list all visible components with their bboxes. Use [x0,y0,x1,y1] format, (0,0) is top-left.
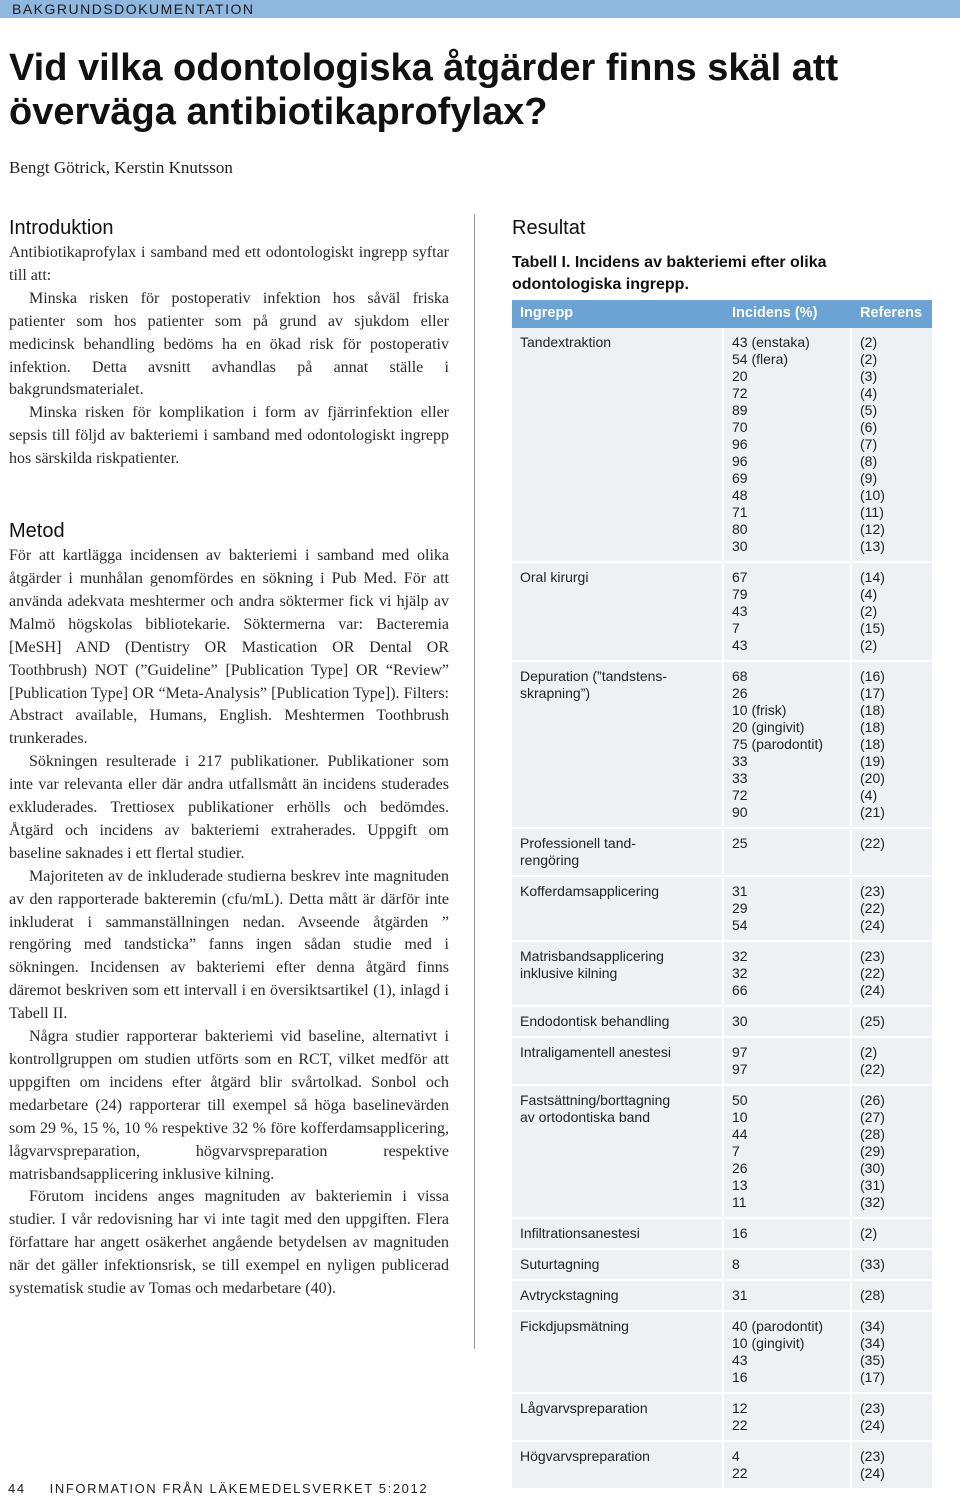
cell-line: 16 [732,1225,748,1241]
referens-cell [852,1442,932,1490]
cell-line: 67 [732,569,748,585]
incidens-cell [724,942,852,1007]
cell-line: inklusive kilning [520,965,618,981]
referens-cell [852,1038,932,1086]
ingrepp-cell [512,1312,724,1394]
cell-line: Tandextraktion [520,334,612,350]
cell-line: 75 (parodontit) [732,736,824,752]
table-row [512,1281,932,1312]
cell-line: 97 [732,1061,748,1077]
cell-line: (22) [860,835,885,851]
right-column [512,214,932,1490]
cell-line: 25 [732,835,748,851]
metod-paragraph: För att kartlägga incidensen av bakteriemi i samband med olika åtgärder i munhålan genomfördes en sökning i Pub Med. För att använda adekvata meshtermer och andra söktermer fick vi hjälp av Malmö högskolas bibliotekarie. Söktermerna var: Bacteremia [MeSH] AND (Dentistry OR Mastication OR Dental OR Toothbrush) NOT (”Guideline” [Publication Type] OR “Review” [Publication Type] OR “Meta-Analysis” [Publication Type]). Filters: Abstract available, Humans, English. Meshtermen Toothbrush trunkerades. [9,547,449,748]
cell-line: 31 [732,883,748,899]
cell-line: (17) [860,1369,885,1385]
cell-line: (18) [860,736,885,752]
ingrepp-cell [512,1038,724,1086]
cell-line: (23) [860,1448,885,1464]
cell-line: (33) [860,1256,885,1272]
incidens-cell [724,662,852,829]
cell-line: 31 [732,1287,748,1303]
cell-line: skrapning”) [520,685,591,701]
left-column [9,214,449,1301]
table-row [512,1312,932,1394]
cell-line: av ortodontiska band [520,1109,650,1125]
title-line-1: Vid vilka odontologiska åtgärder finns skäl att [9,47,839,89]
footer-source: INFORMATION FRÅN LÄKEMEDELSVERKET 5:2012 [49,1481,429,1496]
table-row [512,1250,932,1281]
incidens-cell [724,1086,852,1219]
cell-line: 16 [732,1369,748,1385]
metod-heading: Metod [9,520,65,543]
cell-line: 32 [732,965,748,981]
cell-line: (20) [860,770,885,786]
cell-line: 10 (gingivit) [732,1335,805,1351]
cell-line: 72 [732,385,748,401]
cell-line: Matrisbandsapplicering [520,948,664,964]
intro-heading: Introduktion [9,217,114,239]
cell-line: 32 [732,948,748,964]
section-kicker: BAKGRUNDSDOKUMENTATION [12,1,255,17]
cell-line: 33 [732,770,748,786]
cell-line: 44 [732,1126,748,1142]
cell-line: Intraligamentell anestesi [520,1044,671,1060]
cell-line: 7 [732,620,740,636]
cell-line: (24) [860,982,885,998]
intro-paragraph: Minska risken för postoperativ infektion hos såväl friska patienter som hos patienter som på grund av sjukdom eller medicinsk behandling bedöms ha en ökad risk för postoperativ infektion. Detta avsnitt avhandlas på annat ställe i bakgrundsmaterialet. [9,289,449,399]
cell-line: (2) [860,1044,878,1060]
referens-cell [852,328,932,563]
table-caption [512,252,932,296]
cell-line: 22 [732,1465,748,1481]
cell-line: (24) [860,1465,885,1481]
cell-line: Infiltrationsanestesi [520,1225,640,1241]
cell-line: 69 [732,470,748,486]
referens-cell [852,942,932,1007]
cell-line: 8 [732,1256,740,1272]
ingrepp-cell [512,1281,724,1312]
title-line-2: överväga antibiotikaprofylax? [9,91,548,133]
cell-line: (15) [860,620,885,636]
metod-paragraph: Några studier rapporterar bakteriemi vid baseline, alternativt i kontrollgruppen om studien utförts som en RCT, vilket medför att uppgiften om incidens efter åtgärd blir svårtolkad. Sonbol och medarbetare (24) rapporterar till exempel så höga baselinevärden som 29 %, 15 %, 10 % respektive 32 % före kofferdamsapplicering, lågvarvspreparation, högvarvspreparation respektive matrisbandsapplicering inklusive kilning. [9,1028,449,1183]
cell-line: 50 [732,1092,748,1108]
metod-paragraph: Förutom incidens anges magnituden av bakteriemin i vissa studier. I vår redovisning har vi inte tagit med den uppgiften. Flera författare har angett osäkerhet angående betydelsen av magnituden när det gäller infektionsrisk, se till exempel en nyligen publicerad systematisk studie av Tomas och medarbetare (40). [9,1188,449,1298]
table-row [512,328,932,563]
cell-line: (22) [860,965,885,981]
ingrepp-cell [512,1250,724,1281]
cell-line: Professionell tand- [520,835,636,851]
cell-line: (2) [860,351,878,367]
referens-cell [852,1007,932,1038]
incidens-cell [724,328,852,563]
cell-line: 48 [732,487,748,503]
table-row [512,877,932,942]
cell-line: (22) [860,900,885,916]
cell-line: 33 [732,753,748,769]
metod-paragraph: Sökningen resulterade i 217 publikationer. Publikationer som inte var relevanta eller där andra utfallsmått än incidens studerades exkluderades. Trettiosex publikationer erhölls och bedömdes. Åtgärd och incidens av bakteriemi extraherades. Uppgift om baseline saknades i ett flertal studier. [9,753,449,862]
cell-line: (34) [860,1318,885,1334]
cell-line: 43 [732,1352,748,1368]
cell-line: 66 [732,982,748,998]
incidens-cell [724,1442,852,1490]
cell-line: (4) [860,385,878,401]
intro-paragraph: Antibiotikaprofylax i samband med ett odontologiskt ingrepp syftar till att: [9,244,449,284]
cell-line: (25) [860,1013,885,1029]
cell-line: Endodontisk behandling [520,1013,670,1029]
cell-line: 10 (frisk) [732,702,787,718]
cell-line: 43 [732,603,748,619]
incidens-cell [724,829,852,877]
cell-line: (12) [860,521,885,537]
cell-line: 54 (flera) [732,351,789,367]
cell-line: 43 (enstaka) [732,334,810,350]
incidence-table [512,300,932,1490]
table-row [512,1394,932,1442]
cell-line: (4) [860,787,878,803]
cell-line: (2) [860,1225,878,1241]
table-body [512,328,932,1490]
cell-line: 4 [732,1448,740,1464]
cell-line: 11 [732,1194,747,1210]
ingrepp-cell [512,563,724,662]
cell-line: Oral kirurgi [520,569,589,585]
cell-line: (2) [860,603,878,619]
ingrepp-cell [512,942,724,1007]
cell-line: 20 (gingivit) [732,719,805,735]
cell-line: (13) [860,538,885,554]
cell-line: 22 [732,1417,748,1433]
cell-line: 30 [732,538,748,554]
cell-line: (14) [860,569,885,585]
cell-line: (9) [860,470,878,486]
cell-line: 10 [732,1109,748,1125]
cell-line: 30 [732,1013,748,1029]
ingrepp-cell [512,1219,724,1250]
incidens-cell [724,1007,852,1038]
ingrepp-cell [512,1007,724,1038]
cell-line: (24) [860,1417,885,1433]
cell-line: 96 [732,453,748,469]
table-row [512,1086,932,1219]
cell-line: (21) [860,804,885,820]
cell-line: (28) [860,1287,885,1303]
cell-line: Fickdjupsmätning [520,1318,629,1334]
cell-line: (23) [860,1400,885,1416]
cell-line: 13 [732,1177,748,1193]
cell-line: (2) [860,334,878,350]
cell-line: (30) [860,1160,885,1176]
cell-line: Depuration (”tandstens- [520,668,668,684]
ingrepp-cell [512,1086,724,1219]
referens-cell [852,1250,932,1281]
cell-line: (23) [860,948,885,964]
referens-cell [852,1086,932,1219]
cell-line: (11) [860,504,884,520]
cell-line: (2) [860,637,878,653]
cell-line: 26 [732,1160,748,1176]
column-divider [474,214,475,1349]
cell-line: (29) [860,1143,885,1159]
metod-paragraph: Majoriteten av de inkluderade studierna beskrev inte magnituden av den rapporterade bakteremin (cfu/mL). Detta mått är därför inte inkluderat i sammanställningen nedan. Avseende åtgärden ” rengöring med tandsticka” fanns ingen sådan studie med i sökningen. Incidensen av bakteriemi efter denna åtgärd finns däremot beskriven som ett intervall i en översiktsartikel (1), inlagd i Tabell II. [9,867,449,1023]
cell-line: Suturtagning [520,1256,600,1272]
authors: Bengt Götrick, Kerstin Knutsson [9,158,233,177]
incidens-cell [724,563,852,662]
cell-line: (8) [860,453,878,469]
referens-cell [852,1312,932,1394]
cell-line: (23) [860,883,885,899]
table-header-row [512,300,932,328]
cell-line: (5) [860,402,878,418]
column-header-incidens: Incidens (%) [724,300,852,328]
referens-cell [852,877,932,942]
ingrepp-cell [512,662,724,829]
table-caption-line-1: Tabell I. Incidens av bakteriemi efter olika [512,254,827,271]
cell-line: (34) [860,1335,885,1351]
cell-line: (6) [860,419,878,435]
cell-line: Lågvarvspreparation [520,1400,648,1416]
cell-line: 72 [732,787,748,803]
cell-line: (27) [860,1109,885,1125]
cell-line: (7) [860,436,878,452]
intro-paragraph: Minska risken för komplikation i form av fjärrinfektion eller sepsis till följd av bakteriemi i samband med odontologiskt ingrepp hos särskilda riskpatienter. [9,404,449,468]
incidens-cell [724,1250,852,1281]
table-row [512,662,932,829]
cell-line: 12 [732,1400,748,1416]
cell-line: Kofferdamsapplicering [520,883,660,899]
referens-cell [852,829,932,877]
cell-line: (10) [860,487,885,503]
table-row [512,563,932,662]
cell-line: 29 [732,900,748,916]
cell-line: (22) [860,1061,885,1077]
table-row [512,1219,932,1250]
cell-line: rengöring [520,852,580,868]
cell-line: 54 [732,917,748,933]
cell-line: (16) [860,668,885,684]
incidens-cell [724,1394,852,1442]
resultat-heading: Resultat [512,217,586,239]
incidens-cell [724,877,852,942]
table-row [512,1038,932,1086]
cell-line: 43 [732,637,748,653]
cell-line: 96 [732,436,748,452]
cell-line: (31) [860,1177,885,1193]
cell-line: (18) [860,702,885,718]
incidens-cell [724,1038,852,1086]
cell-line: (26) [860,1092,885,1108]
cell-line: 79 [732,586,748,602]
cell-line: 80 [732,521,748,537]
ingrepp-cell [512,1442,724,1490]
incidens-cell [724,1281,852,1312]
table-row [512,1007,932,1038]
cell-line: 97 [732,1044,748,1060]
cell-line: (17) [860,685,885,701]
cell-line: Fastsättning/borttagning [520,1092,671,1108]
page-title [9,46,909,134]
cell-line: (24) [860,917,885,933]
referens-cell [852,1281,932,1312]
cell-line: (32) [860,1194,885,1210]
ingrepp-cell [512,1394,724,1442]
referens-cell [852,1219,932,1250]
cell-line: (18) [860,719,885,735]
ingrepp-cell [512,877,724,942]
referens-cell [852,563,932,662]
column-header-ingrepp: Ingrepp [512,300,724,328]
table-row [512,829,932,877]
table-caption-line-2: odontologiska ingrepp. [512,276,689,293]
cell-line: 7 [732,1143,740,1159]
cell-line: 20 [732,368,748,384]
cell-line: (35) [860,1352,885,1368]
referens-cell [852,1394,932,1442]
cell-line: 89 [732,402,748,418]
page-number: 44 [8,1481,26,1496]
cell-line: 70 [732,419,748,435]
page-footer [8,1481,428,1496]
cell-line: 26 [732,685,748,701]
cell-line: 40 (parodontit) [732,1318,824,1334]
column-header-referens: Referens [852,300,932,328]
cell-line: (4) [860,586,878,602]
cell-line: (19) [860,753,885,769]
incidens-cell [724,1219,852,1250]
cell-line: Avtryckstagning [520,1287,619,1303]
ingrepp-cell [512,829,724,877]
ingrepp-cell [512,328,724,563]
cell-line: 90 [732,804,748,820]
table-row [512,942,932,1007]
cell-line: (3) [860,368,878,384]
cell-line: 71 [732,504,748,520]
referens-cell [852,662,932,829]
cell-line: Högvarvspreparation [520,1448,650,1464]
table-row [512,1442,932,1490]
cell-line: (28) [860,1126,885,1142]
incidens-cell [724,1312,852,1394]
cell-line: 68 [732,668,748,684]
